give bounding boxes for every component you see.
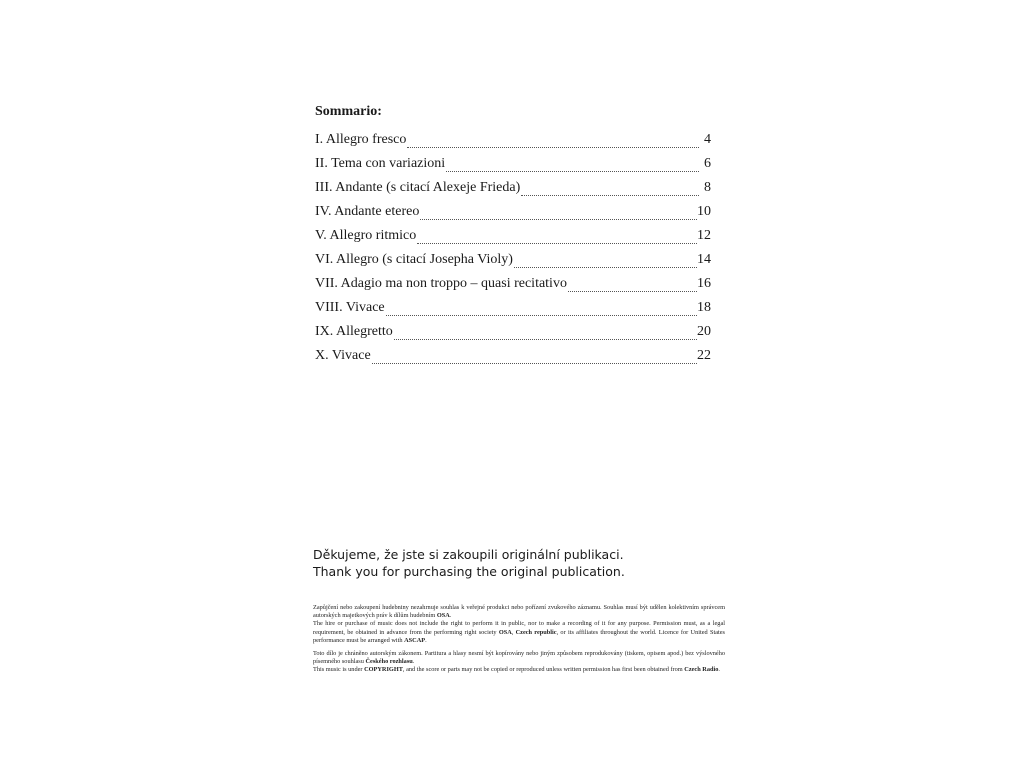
toc-entry-page: 6	[704, 156, 711, 171]
toc-entry-title: X. Vivace	[315, 348, 371, 363]
copyright-english-end: .	[718, 666, 720, 674]
toc-dot-leader	[420, 218, 697, 220]
copyright-czech-text: Toto dílo je chráněno autorským zákonem. Partitura a hlasy nesmí být kopírovány nebo jiným způsobem reprodukovány (tiskem, opisem apod.) bez výslovného písemného souhlasu	[313, 650, 725, 666]
toc-entry-title: VII. Adagio ma non troppo – quasi recitativo	[315, 276, 567, 291]
czech-republic-label: Czech republic	[515, 628, 557, 636]
czech-radio-label: Czech Radio	[684, 666, 719, 674]
table-of-contents	[315, 103, 711, 371]
toc-entry-page: 20	[697, 324, 711, 339]
performance-rights-english-text: The hire or purchase of music does not include the right to perform it in public, nor to make a recording of it for any purpose. Permission must, as a legal requirement, be obtained in advance from the performing right society	[313, 620, 725, 636]
toc-entry-page: 10	[697, 204, 711, 219]
toc-entry	[315, 275, 711, 299]
toc-entry-title: III. Andante (s citací Alexeje Frieda)	[315, 180, 521, 195]
osa-label: OSA	[436, 612, 450, 620]
toc-entry-page: 14	[697, 252, 711, 267]
toc-entry-title: VI. Allegro (s citací Josepha Violy)	[315, 252, 513, 267]
toc-heading: Sommario:	[315, 104, 382, 119]
performance-rights-czech-end: .	[449, 612, 452, 620]
toc-entry	[315, 155, 711, 179]
thank-you-message	[313, 546, 733, 580]
toc-entry	[315, 227, 711, 251]
toc-entry-page: 16	[697, 276, 711, 291]
performance-rights-czech-text: Zapůjčení nebo zakoupení hudebniny nezahrnuje souhlas k veřejné produkci nebo pořízení zvukového záznamu. Souhlas musí být udělen kolektivním správcem autorských majetkových práv k dílům hudebním	[313, 604, 725, 620]
toc-dot-leader	[394, 338, 697, 340]
toc-dot-leader	[521, 194, 699, 196]
copyright-notice	[313, 604, 725, 675]
toc-entry-page: 18	[697, 300, 711, 315]
toc-entry-title: VIII. Vivace	[315, 300, 385, 315]
osa-label-english: OSA	[498, 628, 512, 636]
toc-entry	[315, 131, 711, 155]
toc-entry	[315, 323, 711, 347]
toc-dot-leader	[386, 314, 697, 316]
performance-rights-separator: ,	[511, 628, 516, 636]
toc-dot-leader	[514, 266, 697, 268]
toc-entry-title: IX. Allegretto	[315, 324, 393, 339]
copyright-english-text-2: , and the score or parts may not be copied or reproduced unless written permission has first been obtained from	[402, 666, 685, 674]
toc-list	[315, 131, 711, 371]
copyright-english-text: This music is under	[313, 666, 365, 674]
toc-dot-leader	[568, 290, 697, 292]
copyright-label: COPYRIGHT	[364, 666, 403, 674]
performance-rights-english-text-2: , or its affiliates throughout the world. Licence for United States performance must be arranged with	[313, 628, 725, 644]
toc-entry-title: I. Allegro fresco	[315, 132, 407, 147]
toc-entry-title: V. Allegro ritmico	[315, 228, 417, 243]
copyright-reproduction-notice	[313, 650, 725, 675]
toc-entry	[315, 347, 711, 371]
toc-entry-page: 8	[704, 180, 711, 195]
toc-entry-page: 12	[697, 228, 711, 243]
performance-rights-notice	[313, 604, 725, 645]
toc-entry-page: 4	[704, 132, 711, 147]
toc-entry	[315, 179, 711, 203]
thank-you-czech: Děkujeme, že jste si zakoupili originální publikaci.	[313, 547, 624, 562]
toc-dot-leader	[417, 242, 697, 244]
copyright-english	[313, 666, 725, 674]
toc-entry	[315, 251, 711, 275]
toc-dot-leader	[407, 146, 699, 148]
toc-entry-page: 22	[697, 348, 711, 363]
toc-dot-leader	[372, 362, 697, 364]
copyright-czech-end: .	[412, 658, 415, 666]
ascap-label: ASCAP	[404, 636, 426, 644]
copyright-czech	[313, 650, 725, 666]
toc-entry	[315, 203, 711, 227]
performance-rights-english-end: .	[425, 636, 427, 644]
toc-entry	[315, 299, 711, 323]
performance-rights-english	[313, 620, 725, 645]
czech-radio-label-czech: Českého rozhlasu	[365, 658, 413, 666]
toc-dot-leader	[446, 170, 699, 172]
toc-entry-title: II. Tema con variazioni	[315, 156, 446, 171]
thank-you-english: Thank you for purchasing the original publication.	[313, 564, 625, 579]
performance-rights-czech	[313, 604, 725, 620]
toc-entry-title: IV. Andante etereo	[315, 204, 420, 219]
